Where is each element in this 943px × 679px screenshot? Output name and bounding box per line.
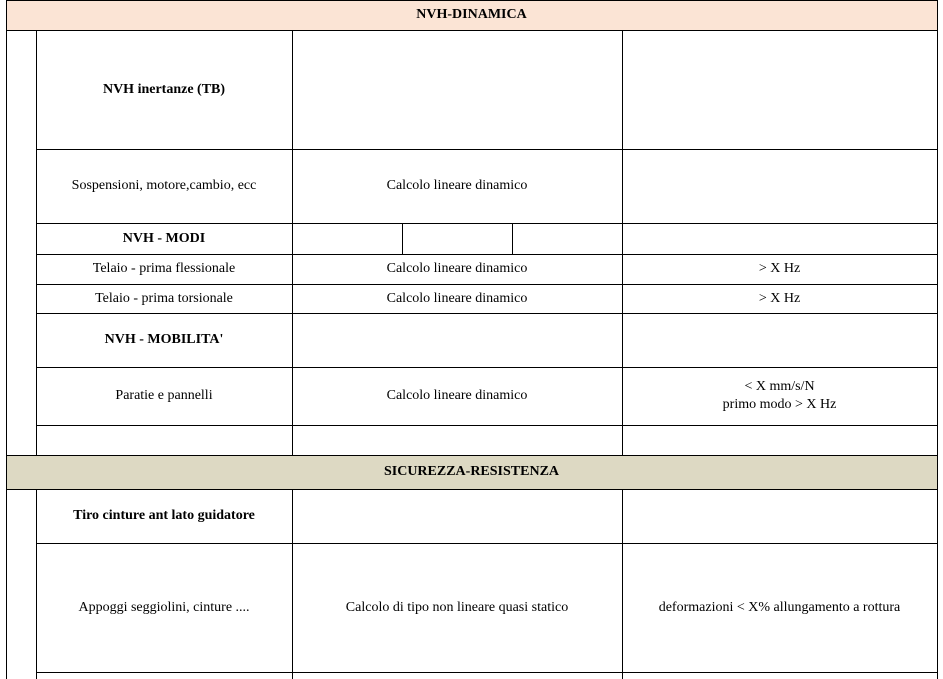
grid-line [937,489,938,679]
row-label: Telaio - prima torsionale [95,290,233,306]
criterion-line: < X mm/s/N [744,379,815,394]
row-method: Calcolo lineare dinamico [386,290,528,306]
row-method [292,425,622,455]
criterion-line: primo modo > X Hz [722,397,837,412]
grid-line [6,455,937,456]
section-title-nvh-dinamica: NVH-DINAMICA [416,7,527,22]
row-criterion: > X Hz [758,290,801,306]
section-title-sicurezza-resistenza: SICUREZZA-RESISTENZA [383,464,560,479]
row-label: Tiro cinture ant lato guidatore [73,508,255,523]
row-method [292,30,622,149]
row-criterion [622,489,937,543]
row-method: Calcolo lineare dinamico [386,388,528,403]
row-label: NVH - MOBILITA' [104,332,224,347]
row-method [292,489,622,543]
row-label: Paratie e pannelli [115,388,213,403]
grid-line [937,0,938,30]
row-method: Calcolo lineare dinamico [386,261,528,276]
row-criterion [622,30,937,149]
row-method [292,223,622,254]
grid-line [36,672,937,673]
row-method: Calcolo di tipo non lineare quasi statico [345,599,569,615]
row-criterion: deformazioni < X% allungamento a rottura [658,599,901,615]
row-method [292,313,622,367]
row-label: NVH - MODI [122,230,206,246]
row-label [36,425,292,455]
grid-line [937,30,938,455]
grid-line [6,489,7,679]
row-criterion [622,367,937,425]
row-criterion [622,223,937,254]
grid-line [6,30,7,455]
row-label: Telaio - prima flessionale [92,261,236,276]
grid-line [6,0,937,1]
row-method: Calcolo lineare dinamico [386,178,528,193]
row-criterion [622,313,937,367]
row-criterion: > X Hz [758,261,801,276]
grid-line [6,455,7,489]
row-label: NVH inertanze (TB) [102,81,226,97]
row-criterion [622,425,937,455]
row-label: Sospensioni, motore,cambio, ecc [71,178,257,193]
grid-line [937,455,938,489]
row-label: Appoggi seggiolini, cinture .... [78,599,250,615]
grid-line [6,0,7,30]
row-criterion [622,149,937,223]
